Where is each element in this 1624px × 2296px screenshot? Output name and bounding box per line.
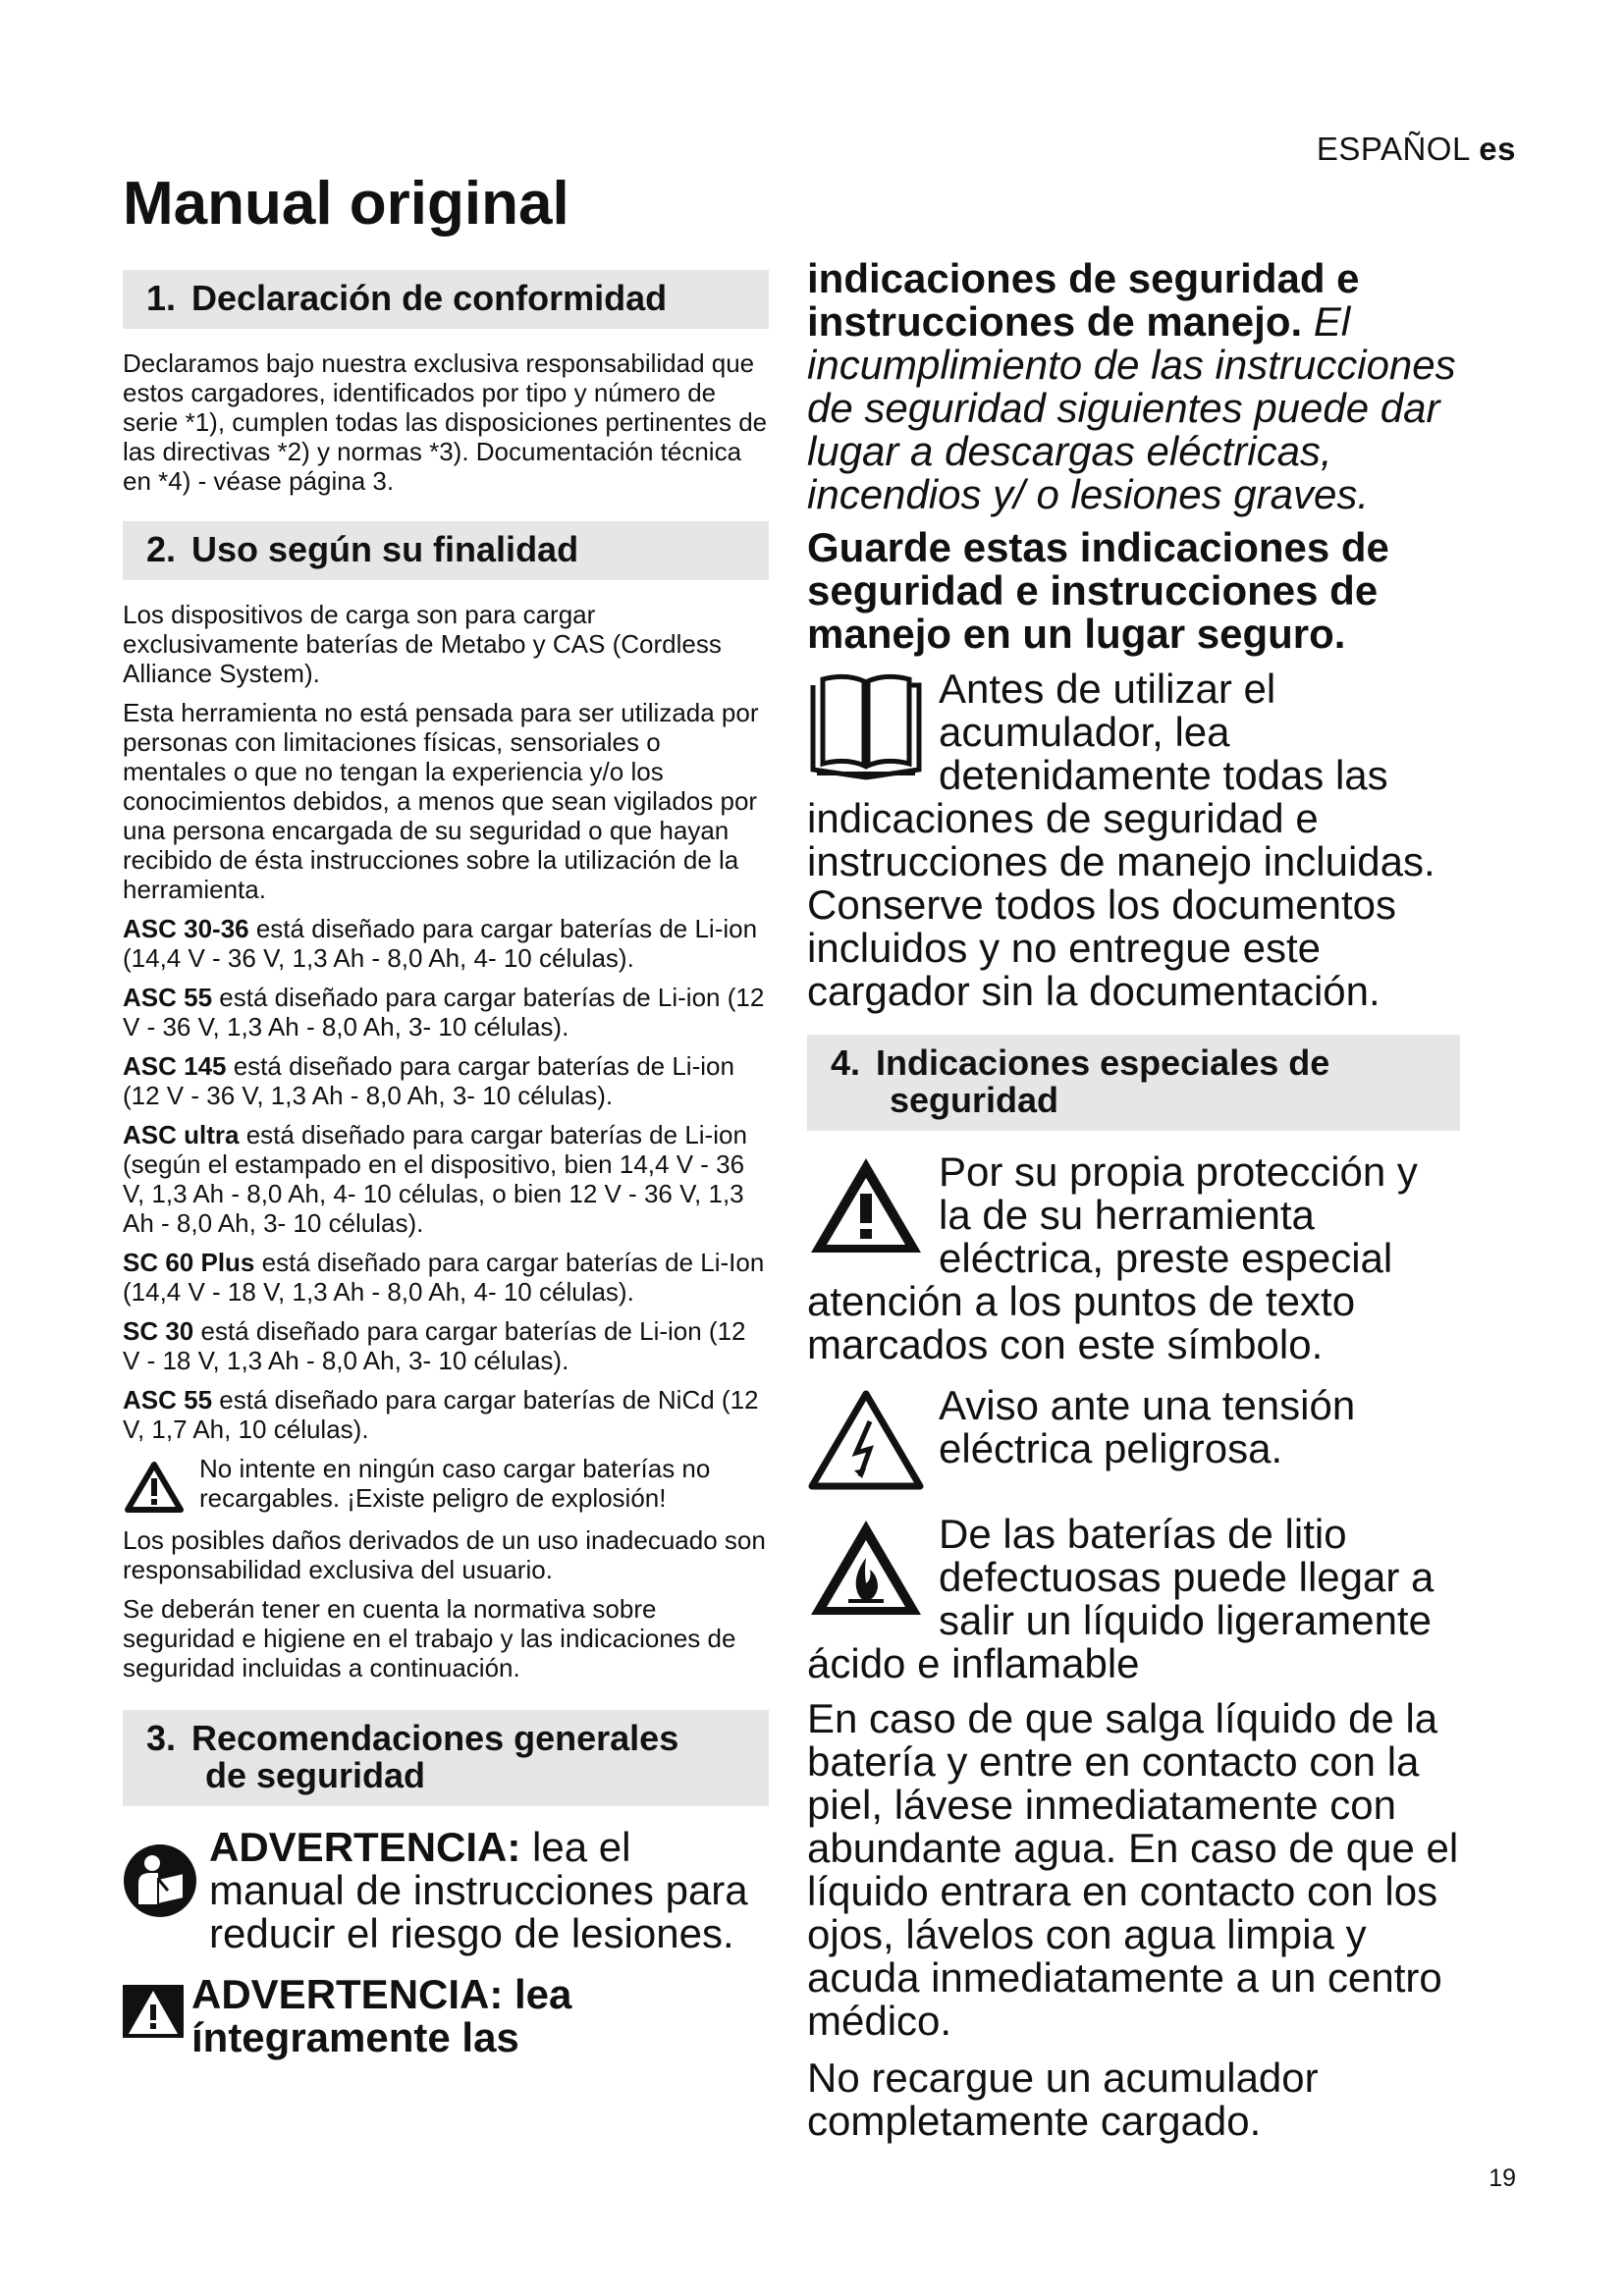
keep-instructions: Guarde estas indicaciones de seguridad e instrucciones de manejo en un lugar seguro. bbox=[807, 524, 1389, 657]
conformity-text: Declaramos bajo nuestra exclusiva responsabilidad que estos cargadores, identificados por tipo y número de serie *1), cumplen todas las disposiciones pertinentes de las directivas *2) y normas *3). Documentación técnica en *4) - véase página 3. bbox=[123, 348, 768, 496]
voltage-warning: Aviso ante una tensión eléctrica peligrosa. bbox=[807, 1384, 1460, 1495]
intended-use-p1: Los dispositivos de carga son para cargar exclusivamente baterías de Metabo y CAS (Cordless Alliance System). bbox=[123, 600, 722, 688]
safety-continuation: indicaciones de seguridad e instrucciones de manejo. El incumplimiento de las instrucciones de seguridad siguientes puede dar lugar a descargas eléctricas, incendios y/ o lesiones graves. bbox=[807, 255, 1456, 517]
section-heading-4: 4. Indicaciones especiales de seguridad bbox=[807, 1035, 1460, 1131]
intended-use-p3: Los posibles daños derivados de un uso inadecuado son responsabilidad exclusiva del usuario. bbox=[123, 1525, 766, 1584]
book-icon bbox=[807, 671, 925, 786]
model-item: ASC 55 está diseñado para cargar baterías de NiCd (12 V, 1,7 Ah, 10 células). bbox=[123, 1385, 759, 1444]
model-item: ASC 55 está diseñado para cargar baterías de Li-ion (12 V - 36 V, 1,3 Ah - 8,0 Ah, 3- 10 células). bbox=[123, 983, 765, 1041]
high-voltage-icon bbox=[807, 1388, 925, 1495]
read-before-use: Antes de utilizar el acumulador, lea detenidamente todas las indicaciones de seguridad e instrucciones de manejo incluidas. Conserve todos los documentos incluidos y no entregue este cargador sin la documentación. bbox=[807, 666, 1435, 1014]
fire-warning: De las baterías de litio defectuosas puede llegar a salir un líquido ligeramente ácido e inflamable bbox=[807, 1511, 1435, 1686]
section-heading-1: 1. Declaración de conformidad bbox=[123, 270, 769, 329]
page-number: 19 bbox=[1489, 2164, 1516, 2192]
language-label bbox=[1317, 131, 1516, 168]
model-item: ASC ultra está diseñado para cargar baterías de Li-ion (según el estampado en el dispositivo, bien 14,4 V - 36 V, 1,3 Ah - 8,0 Ah, 4- 10 células, o bien 12 V - 36 V, 1,3 Ah - 8,0 Ah, 3- 10 células). bbox=[123, 1120, 747, 1238]
model-item: ASC 30-36 está diseñado para cargar baterías de Li-ion (14,4 V - 36 V, 1,3 Ah - 8,0 Ah, 4- 10 células). bbox=[123, 914, 758, 973]
model-item: SC 30 está diseñado para cargar baterías de Li-ion (12 V - 18 V, 1,3 Ah - 8,0 Ah, 3- 10 células). bbox=[123, 1316, 746, 1375]
warning-triangle-icon bbox=[125, 1462, 184, 1518]
model-item: SC 60 Plus está diseñado para cargar baterías de Li-Ion (14,4 V - 18 V, 1,3 Ah - 8,0 Ah, 4- 10 células). bbox=[123, 1248, 765, 1307]
warning-triangle-icon bbox=[807, 1154, 925, 1261]
read-manual-icon bbox=[123, 1843, 197, 1923]
model-item: ASC 145 está diseñado para cargar baterías de Li-ion (12 V - 36 V, 1,3 Ah - 8,0 Ah, 3- 10 células). bbox=[123, 1051, 734, 1110]
section-heading-2: 2. Uso según su finalidad bbox=[123, 521, 769, 580]
warning-triangle-icon bbox=[123, 1985, 184, 2043]
language-word: ESPAÑOL bbox=[1316, 131, 1470, 167]
read-manual-warning: ADVERTENCIA: lea el manual de instrucciones para reducir el riesgo de lesiones. bbox=[123, 1826, 769, 1955]
leak-instructions: En caso de que salga líquido de la batería y entre en contacto con la piel, lávese inmediatamente con abundante agua. En caso de que el líquido entrara en contacto con los ojos, lávelos con agua limpia y acuda inmediatamente a un centro médico. bbox=[807, 1695, 1459, 2044]
explosion-warning: No intente en ningún caso cargar baterías no recargables. ¡Existe peligro de explosión! bbox=[123, 1454, 769, 1518]
intended-use-p2: Esta herramienta no está pensada para ser utilizada por personas con limitaciones físicas, sensoriales o mentales o que no tengan la experiencia y/o los conocimientos debidos, a menos que sean vigilados por una persona encargada de su seguridad o que hayan recibido de ésta instrucciones sobre la utilización de la herramienta. bbox=[123, 698, 759, 904]
attention-warning: Por su propia protección y la de su herramienta eléctrica, preste especial atención a los puntos de texto marcados con este símbolo. bbox=[807, 1148, 1418, 1367]
flammable-icon bbox=[807, 1517, 925, 1624]
intended-use-p4: Se deberán tener en cuenta la normativa sobre seguridad e higiene en el trabajo y las indicaciones de seguridad incluidas a continuación. bbox=[123, 1594, 736, 1682]
no-recharge-note: No recargue un acumulador completamente cargado. bbox=[807, 2055, 1319, 2144]
right-column bbox=[807, 257, 1460, 2157]
left-column bbox=[123, 270, 769, 2067]
language-code: es bbox=[1479, 131, 1516, 167]
page-title: Manual original bbox=[123, 170, 569, 238]
read-all-warning: ADVERTENCIA: lea íntegramente las bbox=[123, 1973, 769, 2059]
section-heading-3: 3. Recomendaciones generales de seguridad bbox=[123, 1710, 769, 1806]
